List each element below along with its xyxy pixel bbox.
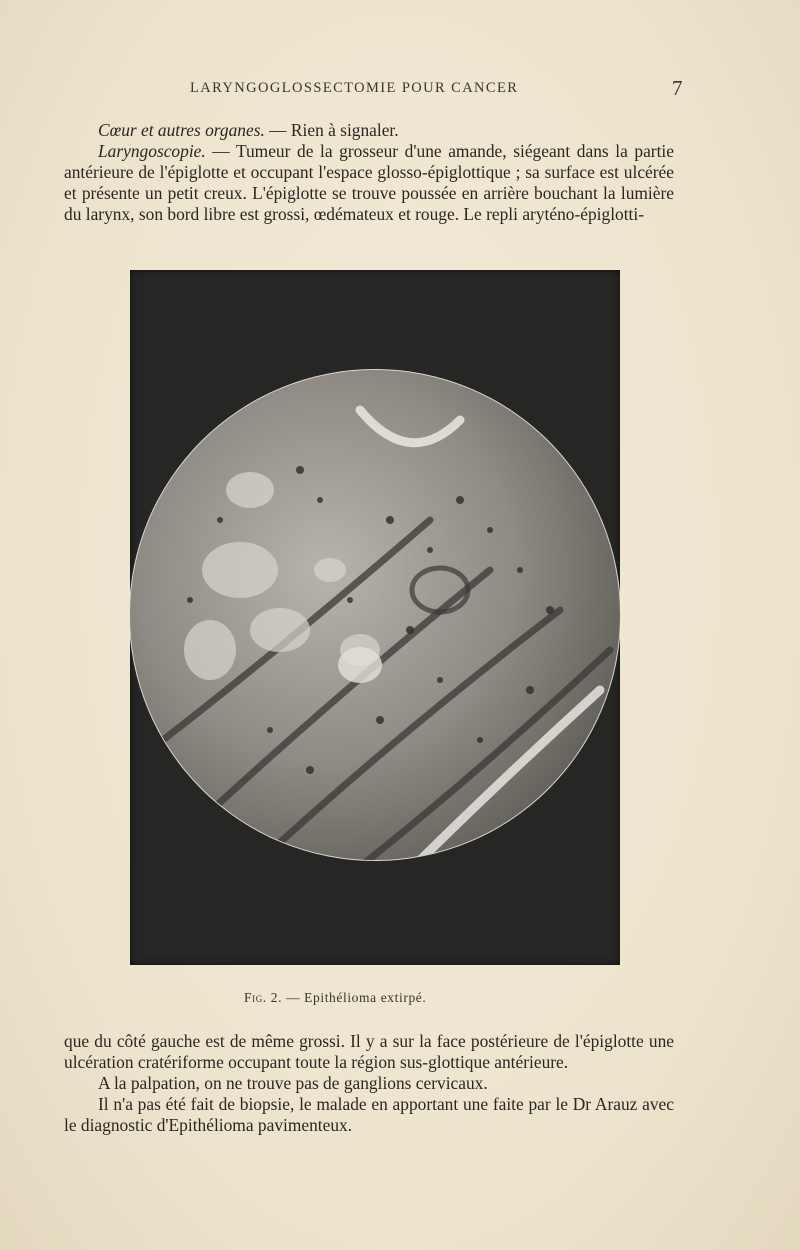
paragraph-laryngoscopy-heading: Laryngoscopie. — [98, 141, 206, 161]
micrograph-plate — [130, 270, 620, 965]
paragraph-laryngoscopy-text: — Tumeur de la grosseur d'une amande, siégeant dans la partie antérieure de l'épiglotte et occupant l'espace glosso-épiglottique ; sa surface est ulcérée et présente un petit creux. L'épiglotte se trouve poussée en arrière bouchant la lumière du larynx, son bord libre est grossi, œdémateux et rouge. Le repli aryténo-épiglotti- — [64, 141, 674, 224]
paragraph-organs-heading: Cœur et autres organes. — [98, 120, 265, 140]
paragraph-organs-text: — Rien à signaler. — [264, 120, 399, 140]
paragraph-biopsy: Il n'a pas été fait de biopsie, le malade en apportant une faite par le Dr Arauz avec le diagnostic d'Epithélioma pavimenteux. — [64, 1094, 674, 1135]
paragraph-laryngoscopy — [64, 141, 674, 225]
bottom-text-block — [64, 1031, 674, 1136]
micrograph-image — [130, 270, 620, 965]
page-number: 7 — [672, 76, 683, 100]
figure-caption-text: — Epithélioma extirpé. — [282, 990, 427, 1005]
top-text-block — [64, 120, 674, 225]
running-head: LARYNGOGLOSSECTOMIE POUR CANCER — [190, 80, 519, 96]
paragraph-continuation: que du côté gauche est de même grossi. Il y a sur la face postérieure de l'épiglotte une ulcération cratériforme occupant toute la région sus-glottique antérieure. — [64, 1031, 674, 1072]
figure-label: Fig. 2. — [244, 990, 283, 1005]
figure-caption — [244, 990, 564, 1006]
paragraph-organs — [64, 120, 674, 141]
paragraph-palpation: A la palpation, on ne trouve pas de ganglions cervicaux. — [98, 1073, 488, 1093]
